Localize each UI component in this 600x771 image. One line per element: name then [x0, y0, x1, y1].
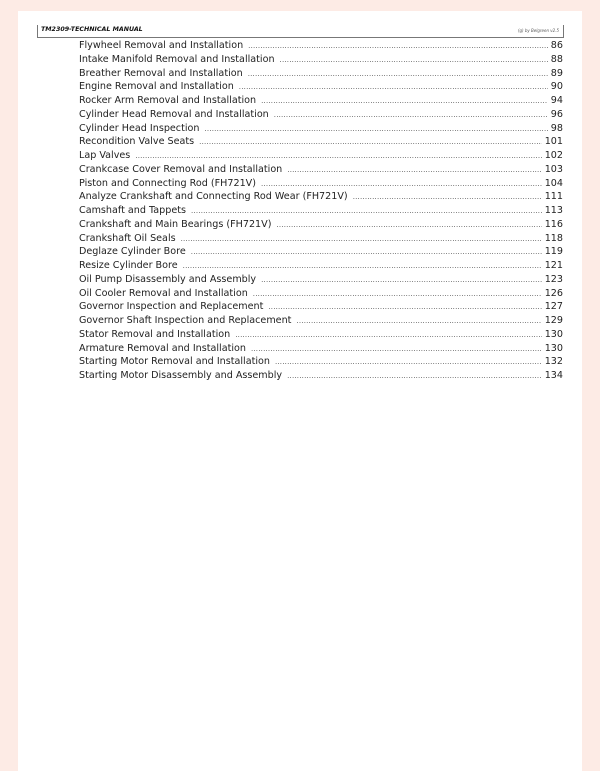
- toc-entry-title: Intake Manifold Removal and Installation: [79, 53, 275, 65]
- toc-entry[interactable]: [79, 177, 563, 191]
- toc-entry[interactable]: [79, 314, 563, 328]
- toc-entry[interactable]: [79, 149, 563, 163]
- toc-entry-title: Camshaft and Tappets: [79, 205, 186, 216]
- dot-leader: [248, 68, 548, 81]
- toc-entry[interactable]: [79, 39, 563, 53]
- toc-entry[interactable]: [79, 108, 563, 122]
- toc-entry-title: Armature Removal and Installation: [79, 342, 246, 354]
- page-header: [37, 25, 564, 38]
- toc-entry-title: Piston and Connecting Rod (FH721V): [79, 177, 256, 189]
- toc-entry-page: 94: [550, 95, 563, 106]
- dot-leader: [251, 343, 542, 356]
- toc-entry[interactable]: [79, 300, 563, 314]
- toc-entry-title: Governor Inspection and Replacement: [79, 301, 264, 313]
- toc-entry-page: 130: [544, 328, 563, 340]
- toc-entry[interactable]: [79, 287, 563, 301]
- toc-entry-page: 88: [550, 53, 563, 65]
- toc-entry-page: 104: [544, 177, 563, 189]
- toc-entry-title: Rocker Arm Removal and Installation: [79, 95, 257, 106]
- toc-entry-page: 98: [550, 122, 563, 134]
- toc-entry-title: Recondition Valve Seats: [79, 136, 195, 148]
- toc-entry-title: Cylinder Head Removal and Installation: [79, 108, 269, 120]
- toc-entry[interactable]: [79, 163, 563, 177]
- dot-leader: [280, 54, 548, 67]
- toc-entry[interactable]: [79, 328, 563, 342]
- dot-leader: [235, 329, 541, 342]
- dot-leader: [274, 109, 548, 122]
- dot-leader: [191, 205, 542, 218]
- dot-leader: [248, 40, 548, 53]
- toc-entry-title: Crankcase Cover Removal and Installation: [79, 163, 283, 175]
- toc-entry[interactable]: [79, 53, 563, 67]
- credit-text: (g) by Belgreen v2.5: [517, 28, 559, 33]
- dot-leader: [287, 164, 541, 177]
- toc-entry[interactable]: [79, 80, 563, 94]
- toc-entry-title: Crankshaft Oil Seals: [79, 232, 176, 244]
- dot-leader: [181, 233, 542, 246]
- dot-leader: [268, 301, 541, 314]
- toc-entry[interactable]: [79, 259, 563, 273]
- toc-entry-title: Cylinder Head Inspection: [79, 122, 200, 134]
- toc-entry-title: Stator Removal and Installation: [79, 328, 231, 340]
- toc-entry-title: Lap Valves: [79, 150, 131, 161]
- toc-entry[interactable]: [79, 67, 563, 81]
- dot-leader: [191, 246, 542, 259]
- toc-entry-page: 96: [550, 108, 563, 120]
- toc-entry-page: 121: [544, 260, 563, 271]
- table-of-contents: [79, 39, 563, 383]
- toc-entry-page: 126: [544, 287, 563, 299]
- toc-entry-page: 111: [544, 191, 563, 203]
- toc-entry[interactable]: [79, 369, 563, 383]
- toc-entry-page: 129: [544, 315, 563, 326]
- dot-leader: [276, 219, 541, 232]
- toc-entry-page: 130: [544, 342, 563, 354]
- toc-entry-page: 123: [544, 273, 563, 285]
- dot-leader: [261, 178, 542, 191]
- toc-entry-page: 116: [544, 218, 563, 230]
- toc-entry-title: Starting Motor Removal and Installation: [79, 356, 270, 368]
- toc-entry-page: 119: [544, 246, 563, 258]
- toc-entry[interactable]: [79, 273, 563, 287]
- dot-leader: [135, 150, 541, 163]
- toc-entry-title: Breather Removal and Installation: [79, 67, 243, 79]
- toc-entry[interactable]: [79, 218, 563, 232]
- dot-leader: [261, 274, 542, 287]
- document-page: [18, 11, 582, 771]
- toc-entry-page: 103: [544, 163, 563, 175]
- toc-entry-page: 113: [544, 205, 563, 216]
- toc-entry-page: 89: [550, 67, 563, 79]
- toc-entry[interactable]: [79, 122, 563, 136]
- toc-entry[interactable]: [79, 94, 563, 108]
- toc-entry-title: Deglaze Cylinder Bore: [79, 246, 186, 258]
- dot-leader: [287, 370, 542, 383]
- toc-entry-title: Engine Removal and Installation: [79, 81, 234, 93]
- toc-entry-title: Analyze Crankshaft and Connecting Rod Wear (FH721V): [79, 191, 348, 203]
- dot-leader: [275, 356, 542, 369]
- toc-entry[interactable]: [79, 245, 563, 259]
- dot-leader: [253, 288, 542, 301]
- toc-entry-page: 90: [550, 81, 563, 93]
- toc-entry-page: 101: [544, 136, 563, 148]
- dot-leader: [296, 315, 541, 328]
- toc-entry-title: Starting Motor Disassembly and Assembly: [79, 370, 283, 381]
- toc-entry-page: 86: [550, 40, 563, 51]
- toc-entry[interactable]: [79, 355, 563, 369]
- toc-entry[interactable]: [79, 204, 563, 218]
- manual-title: TM2309-TECHNICAL MANUAL: [41, 26, 143, 33]
- dot-leader: [239, 81, 548, 94]
- dot-leader: [353, 191, 542, 204]
- toc-entry-title: Resize Cylinder Bore: [79, 260, 178, 271]
- toc-entry-page: 132: [544, 356, 563, 368]
- toc-entry[interactable]: [79, 342, 563, 356]
- dot-leader: [261, 95, 548, 108]
- toc-entry-page: 102: [544, 150, 563, 161]
- dot-leader: [199, 136, 542, 149]
- toc-entry-page: 118: [544, 232, 563, 244]
- toc-entry-page: 134: [544, 370, 563, 381]
- toc-entry-title: Governor Shaft Inspection and Replacement: [79, 315, 292, 326]
- toc-entry[interactable]: [79, 135, 563, 149]
- toc-entry[interactable]: [79, 232, 563, 246]
- toc-entry-title: Flywheel Removal and Installation: [79, 40, 244, 51]
- toc-entry-title: Oil Pump Disassembly and Assembly: [79, 273, 257, 285]
- toc-entry-title: Crankshaft and Main Bearings (FH721V): [79, 218, 272, 230]
- toc-entry-title: Oil Cooler Removal and Installation: [79, 287, 248, 299]
- dot-leader: [204, 123, 547, 136]
- toc-entry-page: 127: [544, 301, 563, 313]
- toc-entry[interactable]: [79, 190, 563, 204]
- dot-leader: [183, 260, 542, 273]
